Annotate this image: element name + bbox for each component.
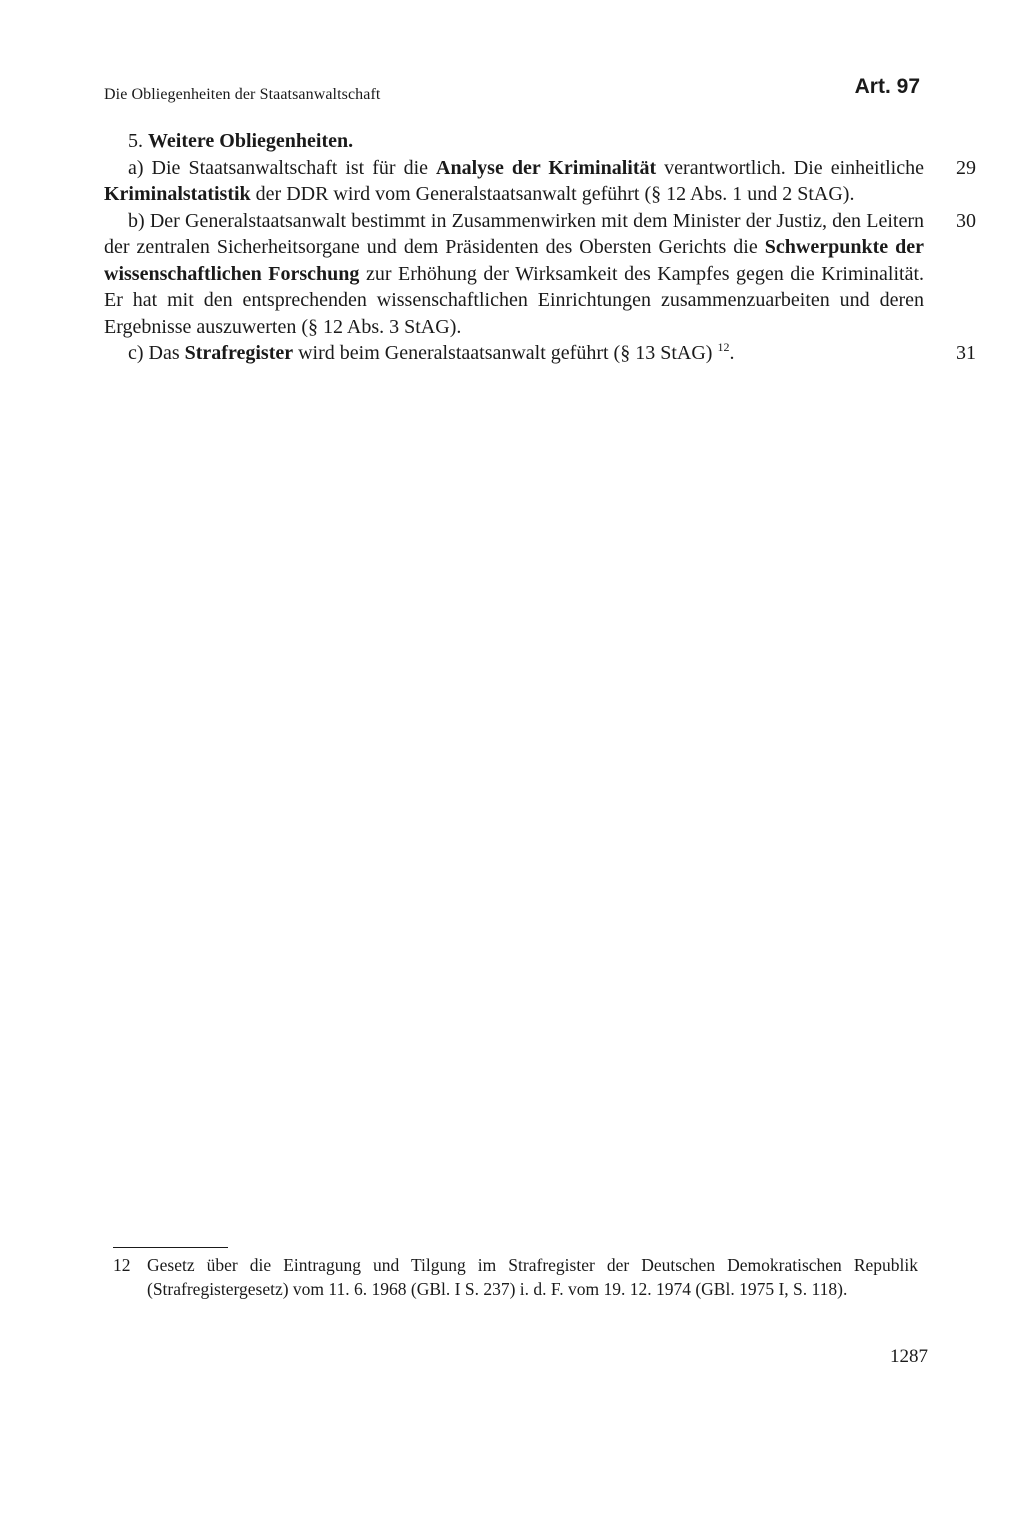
section-title: Weitere Obliegenheiten. <box>148 130 354 152</box>
paragraph-b-text-2: zur Erhöhung der Wirksamkeit des Kampfes gegen die Kriminalität. Er hat mit den entsprechenden wissenschaftlichen Einrichtungen zusammenzuarbeiten und deren Ergebnisse auszuwerten (§ 12 Abs. 3 StAG). <box>104 262 925 338</box>
paragraph-a-text-2: verantwortlich. Die einheitliche <box>656 156 924 179</box>
body-text <box>104 128 976 367</box>
footnote-reference: 12 <box>717 340 730 354</box>
running-head: Die Obliegenheiten der Staatsanwaltschaft <box>104 86 381 103</box>
paragraph-c-text-3: . <box>729 342 735 364</box>
paragraph-b <box>104 208 976 341</box>
paragraph-c-bold-1: Strafregister <box>184 342 294 364</box>
article-label: Art. 97 <box>854 75 920 98</box>
paragraph-c-text-1: c) Das <box>128 342 185 364</box>
footnote-number: 12 <box>113 1255 131 1275</box>
paragraph-a <box>104 155 976 208</box>
paragraph-b-text-1: b) Der Generalstaatsanwalt bestimmt in Zusammenwirken mit dem Minister der Justiz, den Leitern der zentralen Sicherheitsorgane und dem Präsidenten des Obersten Gerichts die <box>104 209 924 258</box>
paragraph-a-bold-2: Kriminalstatistik <box>104 183 251 205</box>
paragraph-a-text-3: der DDR wird vom Generalstaatsanwalt geführt (§ 12 Abs. 1 und 2 StAG). <box>250 183 855 205</box>
footnote-text: Gesetz über die Eintragung und Tilgung im Strafregister der Deutschen Demokratischen Republik (Strafregistergesetz) vom 11. 6. 1968 (GBl. I S. 237) i. d. F. vom 19. 12. 1974 (GBl. 1975 I, S. 118). <box>147 1255 918 1299</box>
paragraph-a-text-1: a) Die Staatsanwaltschaft ist für die <box>128 156 437 179</box>
footnote-divider <box>113 1247 228 1248</box>
paragraph-b-bold-1: Schwerpunkte der wissenschaftlichen Forschung <box>104 236 924 285</box>
footnote <box>113 1253 918 1301</box>
section-heading <box>104 128 924 155</box>
marginal-number-31: 31 <box>956 342 976 364</box>
marginal-number-29: 29 <box>956 156 976 179</box>
page-number: 1287 <box>890 1346 928 1367</box>
section-number: 5. <box>128 130 143 152</box>
paragraph-c-text-2: wird beim Generalstaatsanwalt geführt (§ 13 StAG) <box>293 342 718 364</box>
paragraph-a-bold-1: Analyse der Kriminalität <box>436 156 657 179</box>
marginal-number-30: 30 <box>956 209 976 232</box>
paragraph-c <box>104 340 976 367</box>
